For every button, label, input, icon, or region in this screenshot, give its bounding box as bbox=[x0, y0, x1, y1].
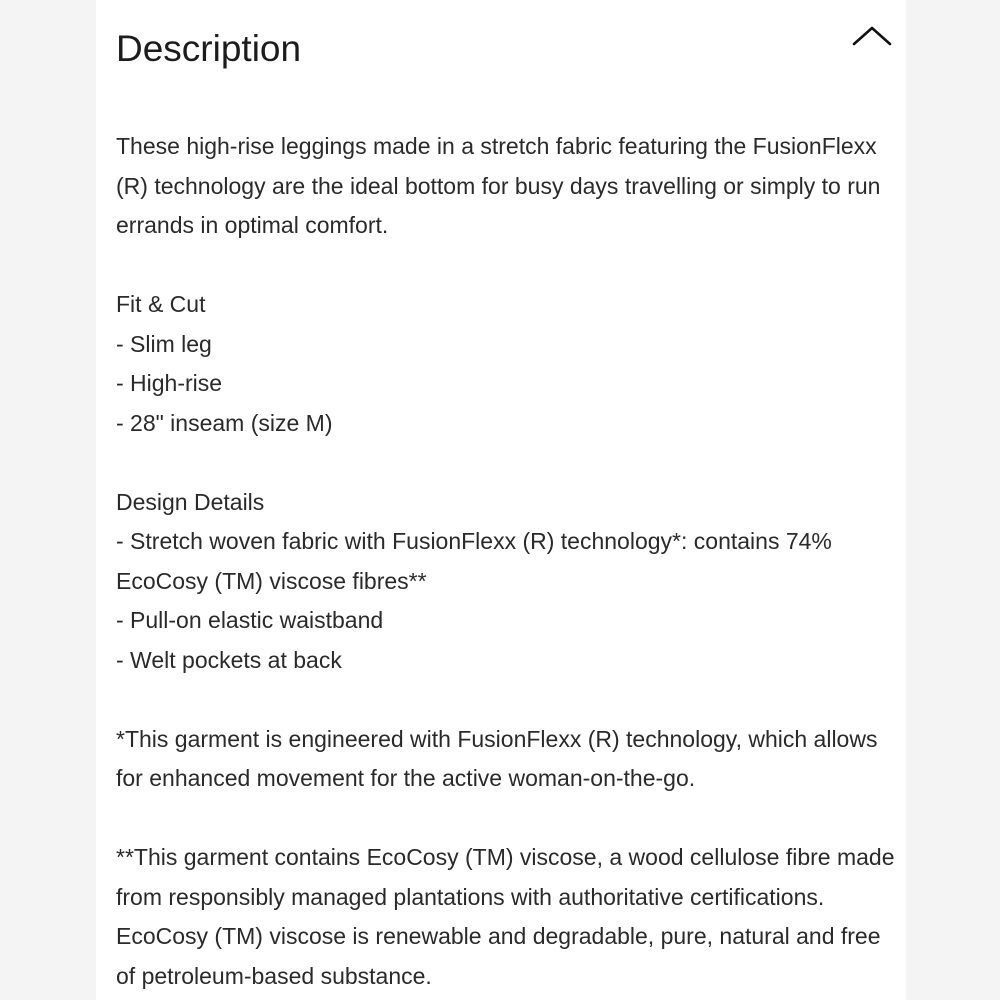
description-title: Description bbox=[116, 28, 302, 69]
description-header[interactable] bbox=[96, 0, 906, 100]
fit-cut-item: - 28" inseam (size M) bbox=[116, 409, 333, 436]
intro-paragraph: These high-rise leggings made in a stretch fabric featuring the FusionFlexx (R) technology are the ideal bottom for busy days travelling or simply to run errands in optimal comfort. bbox=[116, 133, 881, 238]
design-details-item: - Stretch woven fabric with FusionFlexx (R) technology*: contains 74% EcoCosy (TM) viscose fibres** bbox=[116, 528, 832, 594]
footnote-viscose: **This garment contains EcoCosy (TM) viscose, a wood cellulose fibre made from responsibly managed plantations with authoritative certifications. EcoCosy (TM) viscose is renewable and degradable, pure, natural and free of petroleum-based substance. bbox=[116, 844, 895, 989]
fit-cut-item: - High-rise bbox=[116, 370, 223, 396]
fit-cut-section bbox=[116, 285, 896, 443]
footnote-technology: *This garment is engineered with FusionFlexx (R) technology, which allows for enhanced movement for the active woman-on-the-go. bbox=[116, 725, 878, 791]
chevron-up-icon bbox=[850, 18, 894, 54]
description-body bbox=[116, 127, 896, 1000]
fit-cut-heading: Fit & Cut bbox=[116, 291, 206, 317]
design-details-item: - Pull-on elastic waistband bbox=[116, 607, 384, 633]
collapse-toggle-button[interactable] bbox=[850, 18, 894, 54]
description-panel bbox=[96, 0, 906, 1000]
design-details-item: - Welt pockets at back bbox=[116, 646, 342, 673]
fit-cut-item: - Slim leg bbox=[116, 330, 212, 357]
design-details-section bbox=[116, 483, 896, 681]
design-details-heading: Design Details bbox=[116, 488, 265, 515]
